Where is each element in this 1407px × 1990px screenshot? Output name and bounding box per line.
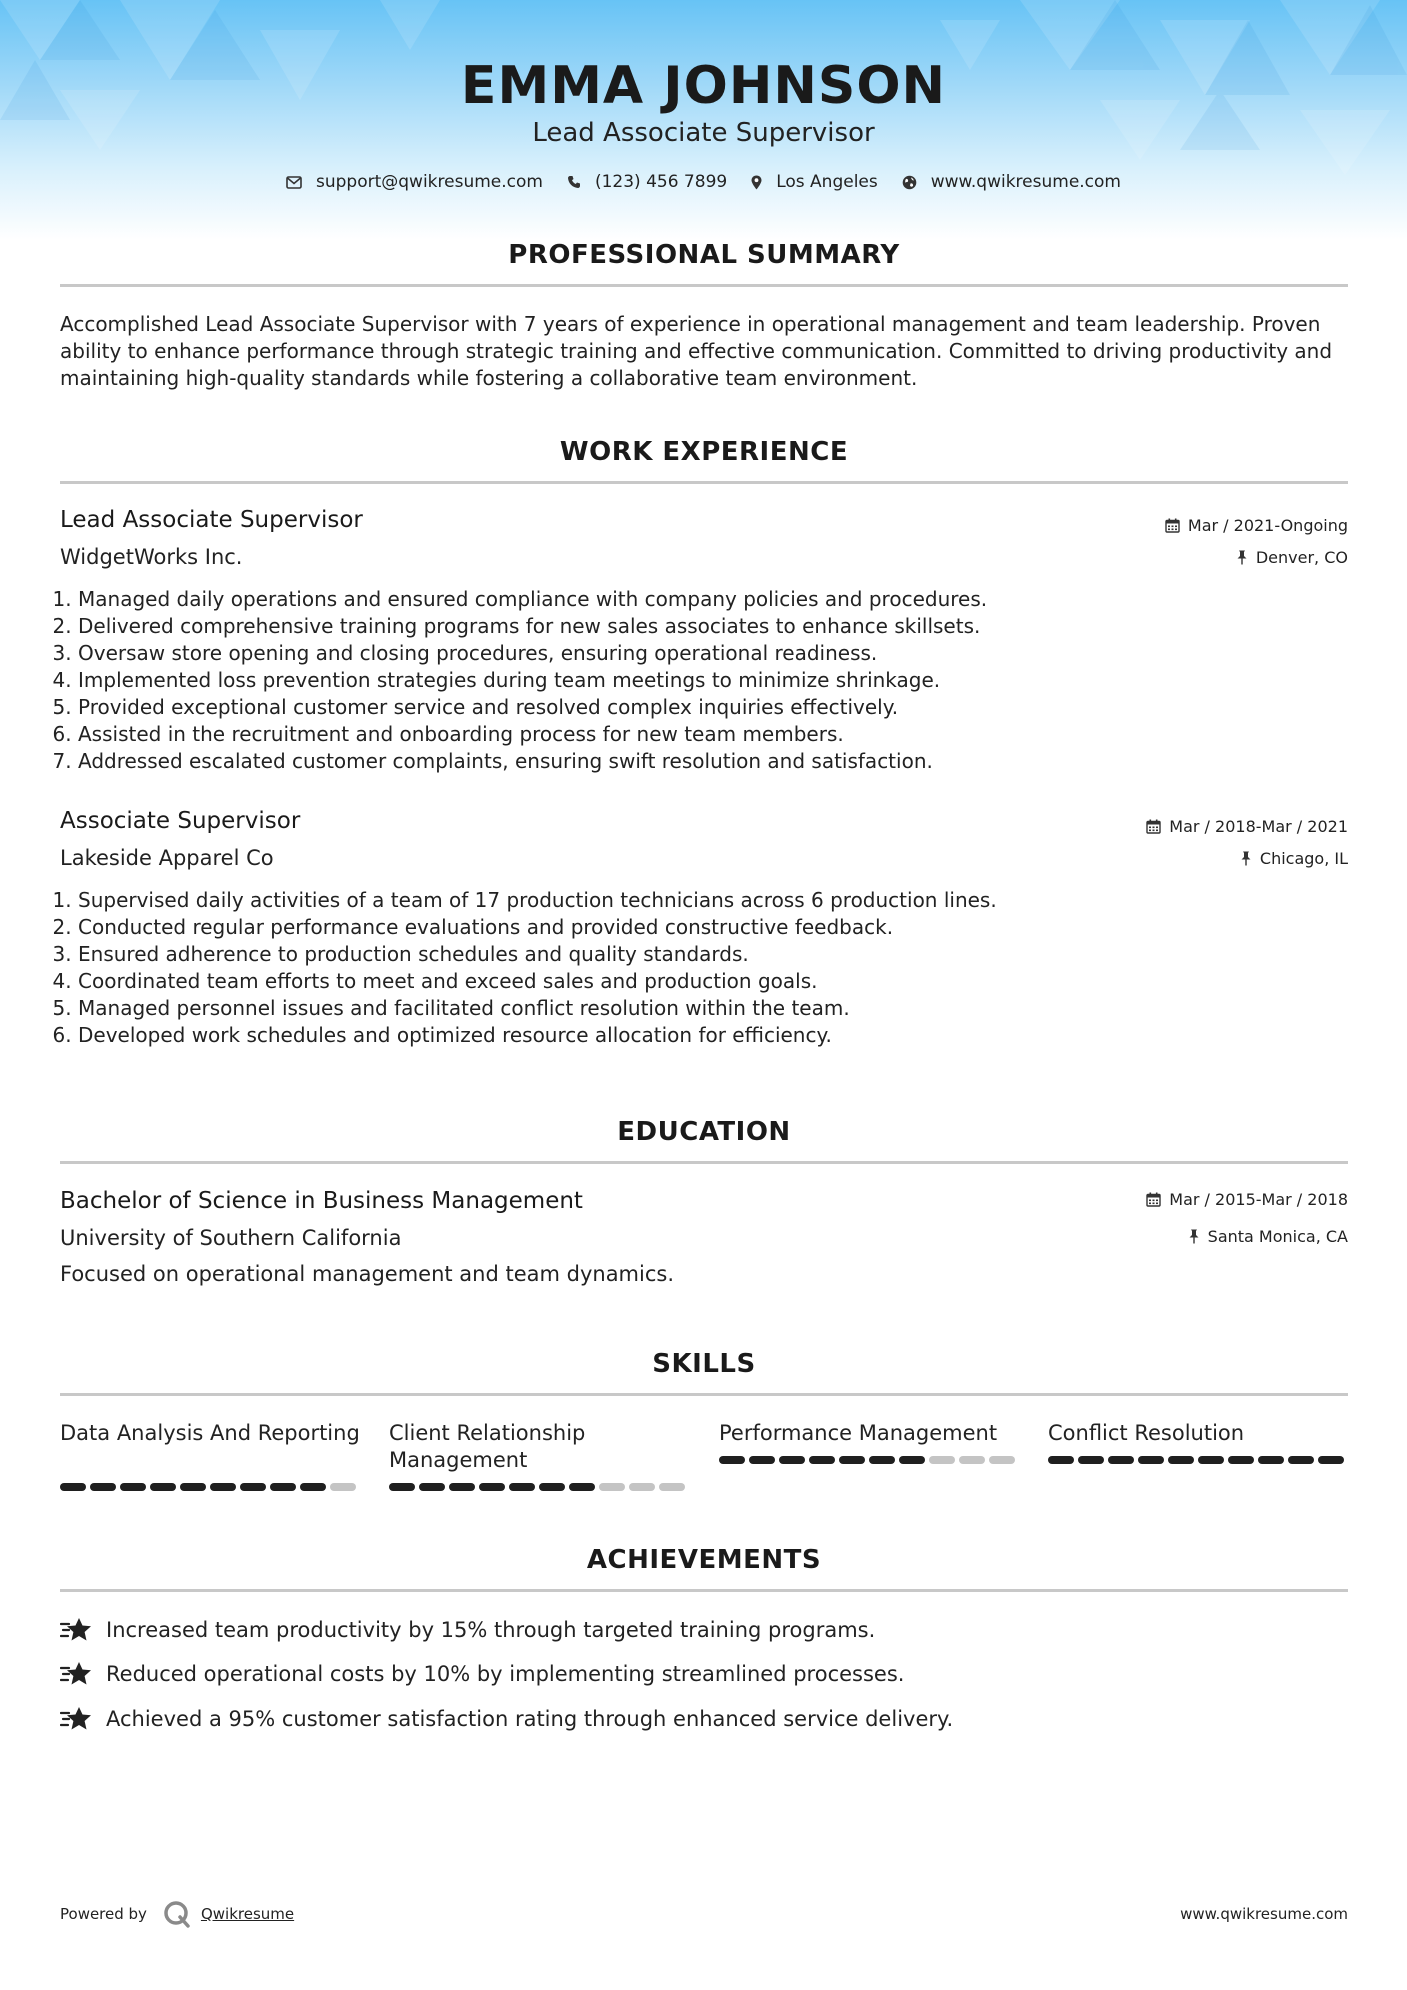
globe-icon	[902, 175, 917, 190]
summary-heading: PROFESSIONAL SUMMARY	[508, 240, 900, 270]
job-dates-text-2: Mar / 2018-Mar / 2021	[1169, 817, 1348, 836]
education-location-text: Santa Monica, CA	[1207, 1227, 1348, 1246]
skill-segment-filled	[809, 1456, 835, 1464]
star-icon	[60, 1617, 92, 1643]
pushpin-icon	[1240, 851, 1252, 866]
duty-item: 4. Implemented loss prevention strategies during team meetings to minimize shrinkage.	[78, 667, 1358, 694]
skill-segment-empty	[959, 1456, 985, 1464]
skill-segment-filled	[270, 1483, 296, 1491]
job-location-2	[1240, 849, 1348, 868]
skill-segment-filled	[479, 1483, 505, 1491]
achievement-text: Achieved a 95% customer satisfaction rating through enhanced service delivery.	[106, 1707, 954, 1731]
skill-name: Conflict Resolution	[1048, 1421, 1245, 1445]
powered-by-label: Powered by	[60, 1905, 147, 1923]
skill-segment-filled	[1048, 1456, 1074, 1464]
skill-segment-filled	[1318, 1456, 1344, 1464]
achievement-text: Increased team productivity by 15% through targeted training programs.	[106, 1618, 876, 1642]
job-company-1: WidgetWorks Inc.	[60, 545, 243, 569]
qwikresume-link[interactable]: Qwikresume	[200, 1905, 295, 1923]
contact-website-text: www.qwikresume.com	[930, 172, 1121, 192]
skill-level-bar	[719, 1456, 1015, 1464]
education-dates-text: Mar / 2015-Mar / 2018	[1169, 1190, 1348, 1209]
pushpin-icon	[1188, 1229, 1200, 1244]
duty-item: 2. Conducted regular performance evaluations and provided constructive feedback.	[78, 914, 1358, 941]
skill-segment-filled	[60, 1483, 86, 1491]
job-location-1	[1236, 548, 1348, 567]
candidate-name: EMMA JOHNSON	[460, 56, 947, 116]
education-heading: EDUCATION	[617, 1117, 791, 1147]
skill-segment-filled	[120, 1483, 146, 1491]
envelope-icon	[286, 176, 302, 189]
duty-item: 7. Addressed escalated customer complaints, ensuring swift resolution and satisfaction.	[78, 748, 1358, 775]
skill-segment-filled	[449, 1483, 475, 1491]
duty-item: 5. Provided exceptional customer service and resolved complex inquiries effectively.	[78, 694, 1358, 721]
skills-heading: SKILLS	[652, 1349, 756, 1379]
job-dates-1	[1165, 516, 1348, 535]
contact-website[interactable]	[902, 172, 1121, 192]
skill-level-bar	[60, 1483, 356, 1491]
duty-item: 5. Managed personnel issues and facilitated conflict resolution within the team.	[78, 995, 1358, 1022]
skill-segment-filled	[1258, 1456, 1284, 1464]
skill-segment-filled	[719, 1456, 745, 1464]
skill-segment-filled	[210, 1483, 236, 1491]
job-title-2: Associate Supervisor	[60, 808, 301, 834]
education-note: Focused on operational management and team dynamics.	[60, 1262, 675, 1286]
candidate-title: Lead Associate Supervisor	[532, 118, 875, 148]
contact-email[interactable]	[286, 172, 543, 192]
job-duties-2	[60, 887, 1358, 1049]
skill-segment-empty	[989, 1456, 1015, 1464]
skill-segment-filled	[1138, 1456, 1164, 1464]
skill-segment-filled	[240, 1483, 266, 1491]
phone-icon	[567, 175, 581, 189]
summary-text: Accomplished Lead Associate Supervisor with 7 years of experience in operational management and team leadership. Proven ability to enhance performance through strategic training and effective communication. Committed to driving productivity and maintaining high-quality standards while fostering a collaborative team environment.	[60, 312, 1333, 390]
summary-rule	[60, 284, 1348, 287]
job-duties-1	[60, 586, 1358, 775]
skill-data-analysis	[60, 1420, 360, 1447]
education-dates	[1146, 1190, 1348, 1209]
duty-item: 6. Developed work schedules and optimized resource allocation for efficiency.	[78, 1022, 1358, 1049]
duty-item: 2. Delivered comprehensive training programs for new sales associates to enhance skillsets.	[78, 613, 1358, 640]
skills-rule	[60, 1393, 1348, 1396]
skill-segment-filled	[839, 1456, 865, 1464]
skill-level-bar	[1048, 1456, 1344, 1464]
experience-rule	[60, 481, 1348, 484]
job-company-2: Lakeside Apparel Co	[60, 846, 274, 870]
contact-phone[interactable]	[567, 172, 727, 192]
skill-conflict-resolution	[1048, 1420, 1348, 1447]
skill-segment-empty	[629, 1483, 655, 1491]
skill-segment-filled	[509, 1483, 535, 1491]
achievements-rule	[60, 1589, 1348, 1592]
skill-name: Client Relationship Management	[389, 1421, 586, 1472]
duty-item: 1. Supervised daily activities of a team of 17 production technicians across 6 production lines.	[78, 887, 1358, 914]
skill-segment-filled	[389, 1483, 415, 1491]
skill-segment-filled	[539, 1483, 565, 1491]
education-school: University of Southern California	[60, 1226, 402, 1250]
skill-segment-filled	[779, 1456, 805, 1464]
skill-segment-empty	[330, 1483, 356, 1491]
contact-location-text: Los Angeles	[776, 172, 878, 192]
skill-segment-empty	[929, 1456, 955, 1464]
achievement-item	[60, 1706, 953, 1732]
duty-item: 3. Oversaw store opening and closing procedures, ensuring operational readiness.	[78, 640, 1358, 667]
contact-email-text: support@qwikresume.com	[316, 172, 543, 192]
pushpin-icon	[1236, 550, 1248, 565]
map-pin-icon	[751, 175, 762, 190]
skill-segment-filled	[90, 1483, 116, 1491]
contact-phone-text: (123) 456 7899	[594, 172, 728, 192]
skill-segment-filled	[150, 1483, 176, 1491]
skill-segment-empty	[599, 1483, 625, 1491]
skill-segment-filled	[1078, 1456, 1104, 1464]
skill-segment-filled	[180, 1483, 206, 1491]
skill-performance-management	[719, 1420, 1019, 1447]
skill-segment-filled	[899, 1456, 925, 1464]
education-degree: Bachelor of Science in Business Management	[60, 1188, 583, 1214]
calendar-icon	[1146, 1192, 1161, 1207]
skill-segment-filled	[1168, 1456, 1194, 1464]
skill-segment-filled	[869, 1456, 895, 1464]
skill-segment-filled	[1228, 1456, 1254, 1464]
skill-segment-filled	[300, 1483, 326, 1491]
job-title-1: Lead Associate Supervisor	[60, 507, 363, 533]
skill-client-relationship	[389, 1420, 689, 1474]
skill-segment-empty	[659, 1483, 685, 1491]
experience-heading: WORK EXPERIENCE	[559, 437, 849, 467]
achievements-heading: ACHIEVEMENTS	[586, 1545, 822, 1575]
achievement-text: Reduced operational costs by 10% by implementing streamlined processes.	[106, 1662, 905, 1686]
skill-level-bar	[389, 1483, 685, 1491]
education-location	[1188, 1227, 1348, 1246]
footer-powered-by	[60, 1900, 294, 1928]
skill-segment-filled	[1108, 1456, 1134, 1464]
job-location-text-1: Denver, CO	[1255, 548, 1348, 567]
skill-name: Data Analysis And Reporting	[60, 1421, 360, 1445]
job-location-text-2: Chicago, IL	[1259, 849, 1348, 868]
duty-item: 4. Coordinated team efforts to meet and exceed sales and production goals.	[78, 968, 1358, 995]
duty-item: 6. Assisted in the recruitment and onboarding process for new team members.	[78, 721, 1358, 748]
contact-location	[751, 172, 878, 192]
qwikresume-logo-icon	[163, 1900, 191, 1928]
duty-item: 3. Ensured adherence to production schedules and quality standards.	[78, 941, 1358, 968]
footer-website-link[interactable]: www.qwikresume.com	[1180, 1905, 1348, 1923]
star-icon	[60, 1706, 92, 1732]
skill-segment-filled	[749, 1456, 775, 1464]
skill-name: Performance Management	[719, 1421, 998, 1445]
star-icon	[60, 1661, 92, 1687]
duty-item: 1. Managed daily operations and ensured compliance with company policies and procedures.	[78, 586, 1358, 613]
achievement-item	[60, 1661, 904, 1687]
header-banner	[0, 0, 1407, 240]
education-rule	[60, 1161, 1348, 1164]
job-dates-text-1: Mar / 2021-Ongoing	[1187, 516, 1348, 535]
skill-segment-filled	[1198, 1456, 1224, 1464]
calendar-icon	[1146, 819, 1161, 834]
skill-segment-filled	[1288, 1456, 1314, 1464]
skill-segment-filled	[569, 1483, 595, 1491]
contact-bar	[0, 172, 1407, 192]
calendar-icon	[1165, 518, 1180, 533]
achievement-item	[60, 1617, 875, 1643]
skill-segment-filled	[419, 1483, 445, 1491]
job-dates-2	[1146, 817, 1348, 836]
